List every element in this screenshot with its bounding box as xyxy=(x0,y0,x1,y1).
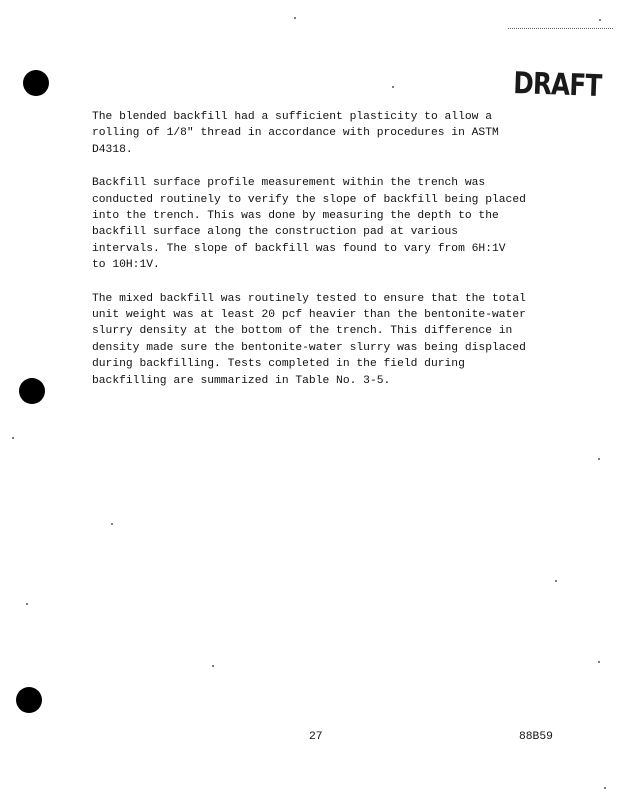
scan-speck xyxy=(555,580,557,582)
scan-artifact-line xyxy=(508,28,613,29)
punch-hole-middle xyxy=(19,378,45,404)
paragraph-unit-weight: The mixed backfill was routinely tested to ensure that the total unit weight was at least 20 pcf heavier than the bentonite-water slurry density at the bottom of the trench. This difference in density made sure the bentonite-water slurry was being displaced during backfilling. Tests completed in the field during backfilling are summarized in Table No. 3-5. xyxy=(92,292,526,387)
scan-speck xyxy=(604,787,606,789)
paragraph-plasticity: The blended backfill had a sufficient plasticity to allow a rolling of 1/8" thread in accordance with procedures in ASTM D4318. xyxy=(92,111,499,156)
body-text xyxy=(92,109,572,406)
scan-speck xyxy=(392,86,394,88)
draft-stamp: DRAFT xyxy=(512,66,602,105)
scan-speck xyxy=(12,437,14,439)
scan-speck xyxy=(598,458,600,460)
scan-speck xyxy=(599,19,601,21)
scan-speck xyxy=(598,661,600,663)
punch-hole-bottom xyxy=(16,687,42,713)
scan-speck xyxy=(212,665,214,667)
punch-hole-top xyxy=(23,70,49,96)
page-number: 27 xyxy=(309,731,323,743)
scan-speck xyxy=(294,17,296,19)
document-id: 88B59 xyxy=(519,731,553,743)
scan-speck xyxy=(111,523,113,525)
scan-speck xyxy=(26,603,28,605)
paragraph-surface-profile: Backfill surface profile measurement within the trench was conducted routinely to verify the slope of backfill being placed into the trench. This was done by measuring the depth to the backfill surface along the construction pad at various intervals. The slope of backfill was found to vary from 6H:1V to 10H:1V. xyxy=(92,177,526,272)
